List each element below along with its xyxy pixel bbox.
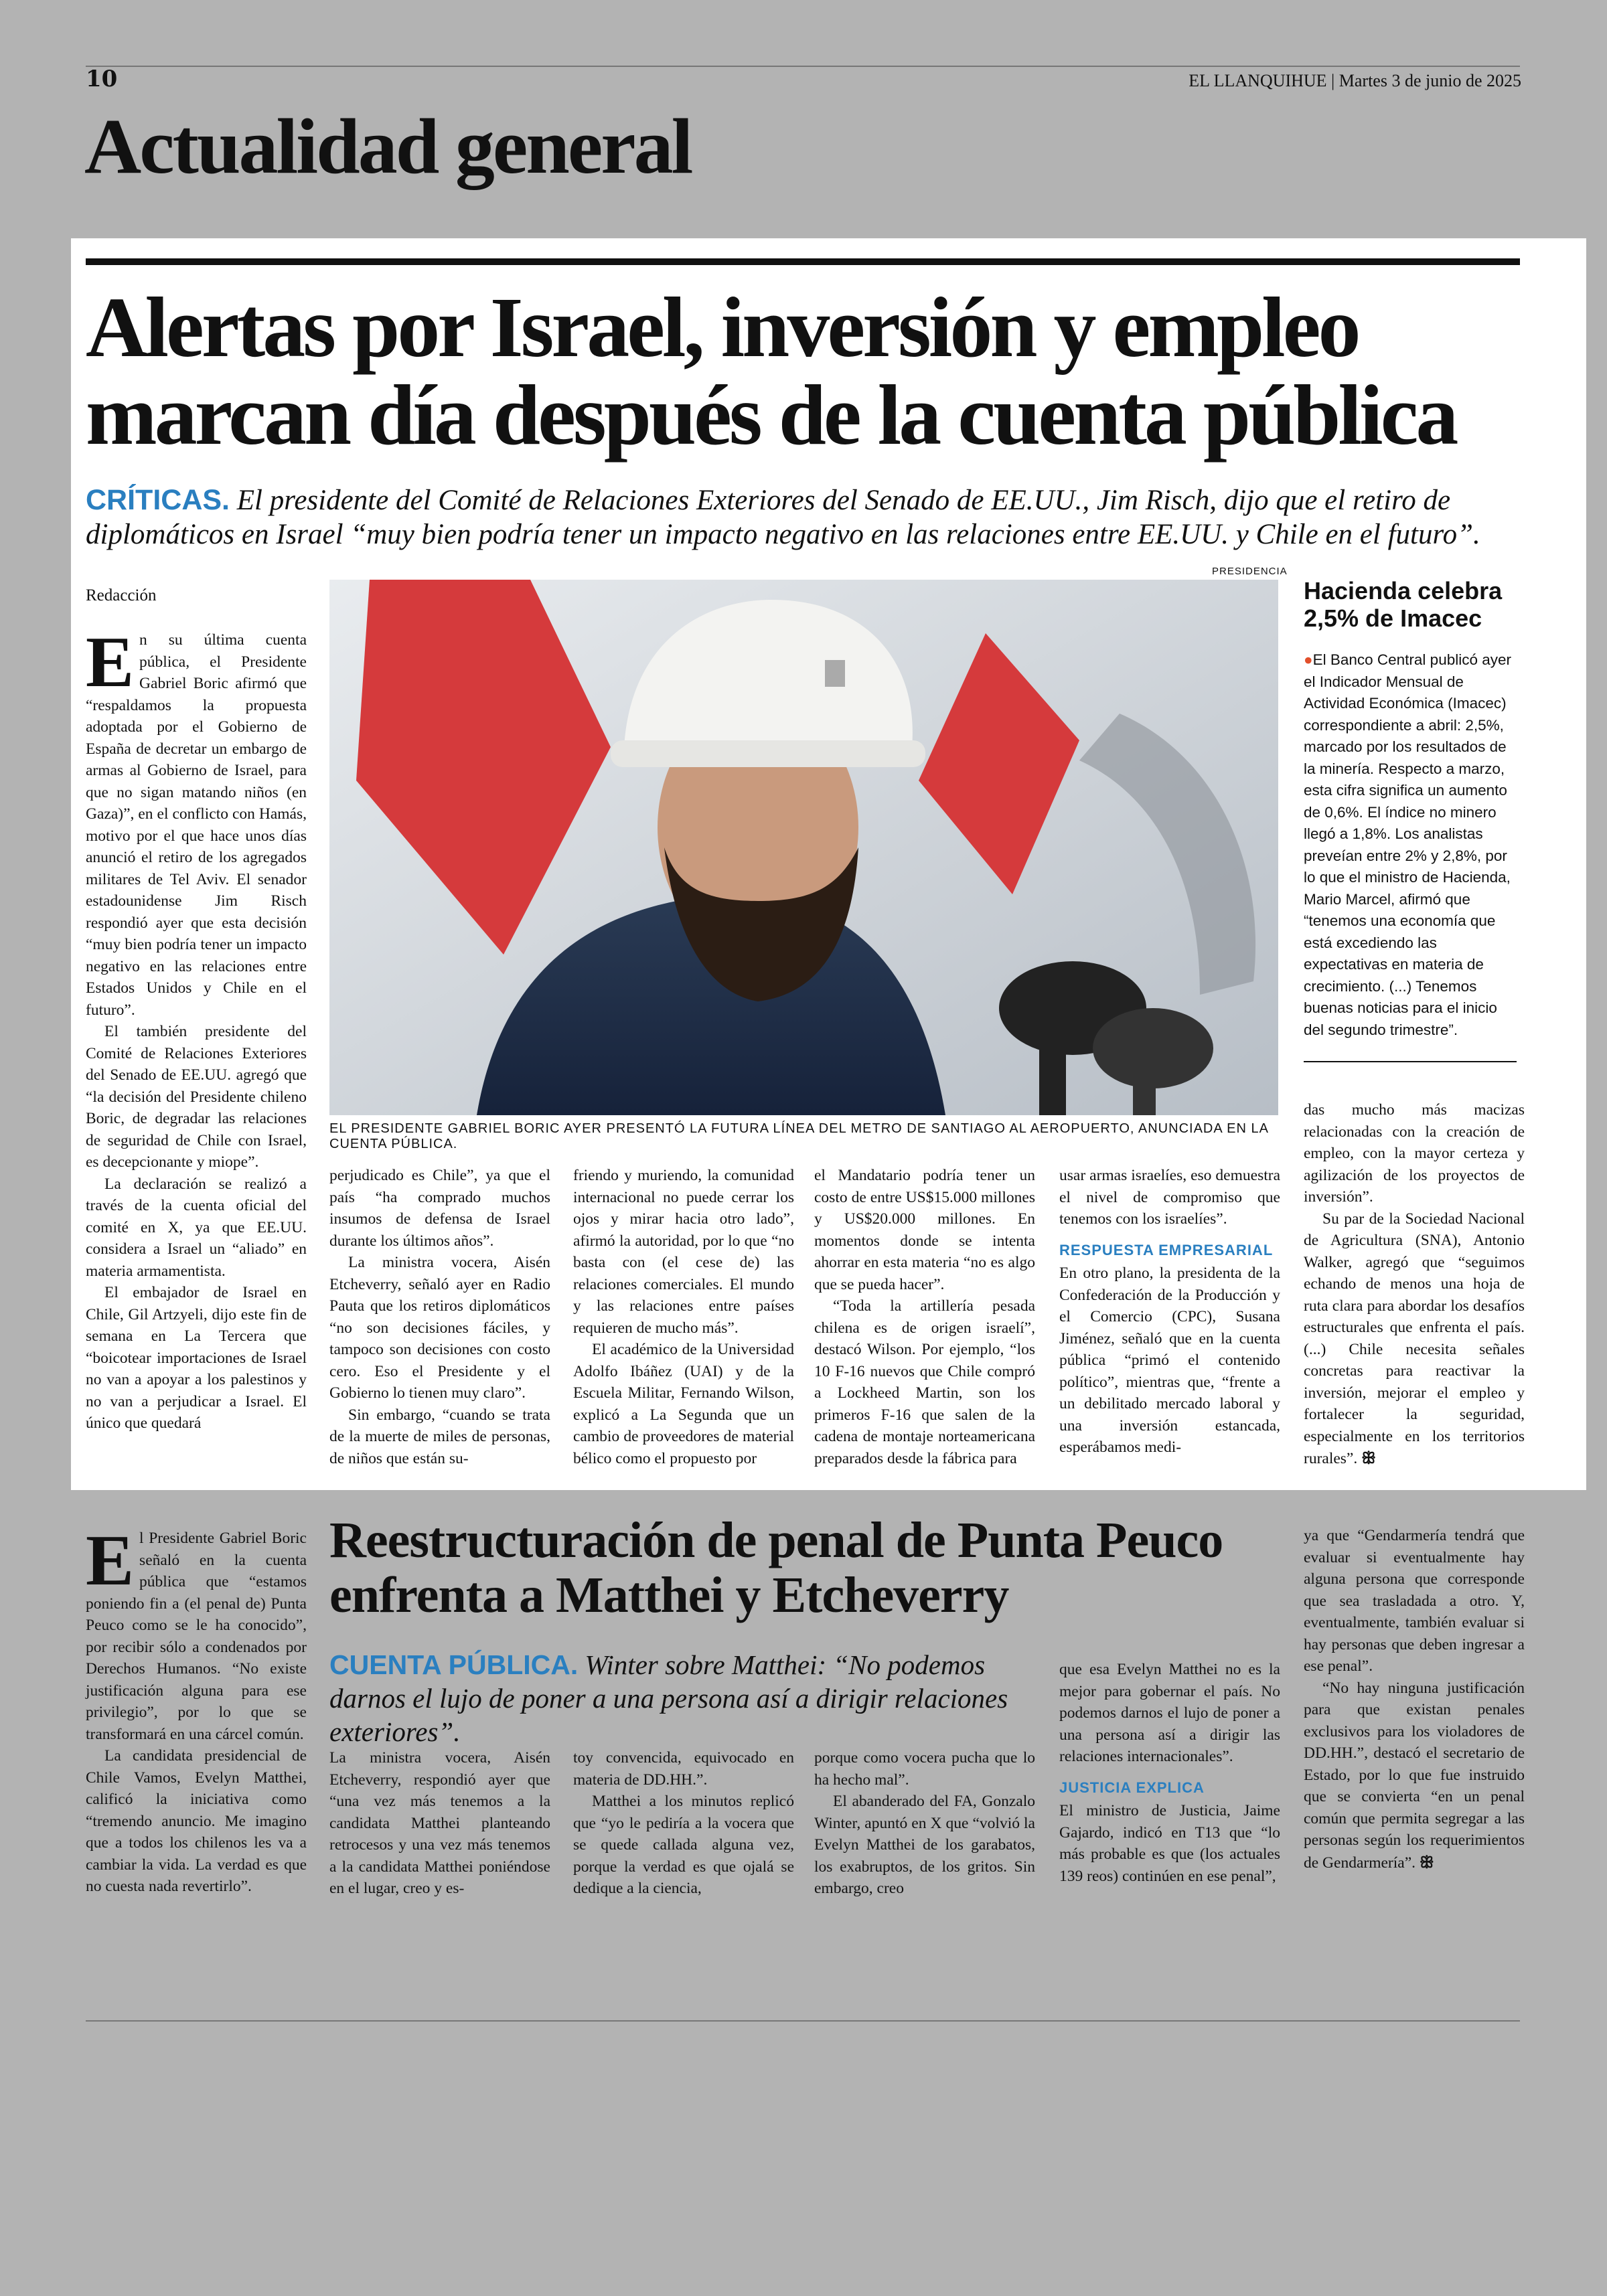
section-title: Actualidad general <box>84 102 692 190</box>
sidebar-rule <box>1304 1061 1517 1062</box>
paragraph-text: Su par de la Sociedad Nacional de Agricultura (SNA), Antonio Walker, agregó que “seguimos echando de menos una hoja de ruta clara para abordar los desafíos estructurales que enfrenta el país. (...) Chile necesita señales concretas para reactivar la inversión, mejorar el empleo y fortalecer la seguridad, especialmente en los territorios rurales”. <box>1304 1210 1525 1467</box>
paragraph: Matthei a los minutos replicó que “yo le pediría a la vocera que se quede callada alguna vez, porque la verdad es que ojalá se dedique a la ciencia, <box>573 1793 794 1897</box>
byline: Redacción <box>86 586 157 604</box>
paragraph: que esa Evelyn Matthei no es la mejor para gobernar el país. No podemos darnos el lujo de poner a una persona así a dirigir las relaciones internacionales”. <box>1059 1661 1280 1765</box>
subhead: RESPUESTA EMPRESARIAL <box>1059 1241 1274 1258</box>
paragraph: Sin embargo, “cuando se trata de la muerte de miles de personas, de niños que están su- <box>329 1406 550 1467</box>
article1-column-3 <box>573 1165 794 1469</box>
paragraph: ya que “Gendarmería tendrá que evaluar si eventualmente hay alguna persona que corresponde que sea trasladada a otro. Y, eventualmente, también evaluar si hay personas que deben ingresar a ese penal”. <box>1304 1527 1525 1675</box>
article2-column-5 <box>1059 1659 1280 1887</box>
deck-text: Winter sobre Matthei: “No podemos darnos el lujo de poner a una persona así a dirigir relaciones exteriores”. <box>329 1649 1008 1748</box>
sidebar-title: Hacienda celebra 2,5% de Imacec <box>1304 577 1503 633</box>
paragraph: usar armas israelíes, eso demuestra el nivel de compromiso que tenemos con los israelíes”. <box>1059 1167 1280 1228</box>
paragraph: porque como vocera pucha que lo ha hecho mal”. <box>814 1749 1035 1789</box>
sidebar-body <box>1304 649 1517 1041</box>
dropcap: E <box>86 1521 135 1601</box>
paragraph: La declaración se realizó a través de la cuenta oficial del comité en X, ya que EE.UU. considera a Israel un “aliado” en materia armamentista. <box>86 1175 307 1280</box>
article2-column-6 <box>1304 1525 1525 1874</box>
main-headline: Alertas por Israel, inversión y empleo marcan día después de la cuenta pública <box>86 280 1456 463</box>
deck-kicker: CRÍTICAS. <box>86 484 230 516</box>
masthead: EL LLANQUIHUE | Martes 3 de junio de 2025 <box>1189 71 1521 90</box>
paragraph: El académico de la Universidad Adolfo Ibáñez (UAI) y de la Escuela Militar, Fernando Wilson, explicó a La Segunda que un cambio de proveedores de material bélico como el propuesto por <box>573 1341 794 1467</box>
paragraph <box>1304 1677 1525 1874</box>
photo-illustration <box>329 580 1278 1115</box>
paragraph-text: “No hay ninguna justificación para que existan penales exclusivos para los violadores de DD.HH.”, destacó el secretario de Estado, por lo que fue instruido que se convierta “en un penal común que permita segregar a las personas según los requerimientos de Gendarmería”. <box>1304 1679 1525 1872</box>
article1-column-4 <box>814 1165 1035 1469</box>
article1-column-1 <box>86 623 307 1434</box>
article2-column-4 <box>814 1747 1035 1900</box>
paragraph <box>1304 1208 1525 1470</box>
paragraph: La ministra vocera, Aisén Etcheverry, respondió ayer que “una vez más tenemos a la candidata Matthei planteando retrocesos y una vez más tenemos a la candidata Matthei poniéndose en el lugar, creo y es- <box>329 1749 550 1897</box>
paragraph: toy convencida, equivocado en materia de DD.HH.”. <box>573 1749 794 1789</box>
article1-column-5 <box>1059 1165 1280 1459</box>
paragraph: La candidata presidencial de Chile Vamos, Evelyn Matthei, calificó la iniciativa como “tremendo anuncio. Me imagino que a todos los chilenos les va a cambiar la vida. La verdad es que no cuesta nada revertirlo”. <box>86 1747 307 1895</box>
deck-text: El presidente del Comité de Relaciones Exteriores del Senado de EE.UU., Jim Risch, dijo que el retiro de diplomáticos en Israel “muy bien podría tener un impacto negativo en las relaciones entre EE.UU. y Chile en el futuro”. <box>86 485 1480 550</box>
footer-rule <box>86 2020 1520 2022</box>
photo-caption: EL PRESIDENTE GABRIEL BORIC AYER PRESENTÓ LA FUTURA LÍNEA DEL METRO DE SANTIAGO AL AEROPUERTO, ANUNCIADA EN LA CUENTA PÚBLICA. <box>329 1121 1268 1151</box>
paragraph: das mucho más macizas relacionadas con la creación de empleo, con la mayor certeza y agilización de los proyectos de inversión”. <box>1304 1101 1525 1206</box>
article1-column-6 <box>1304 1099 1525 1470</box>
president-photo <box>329 580 1278 1115</box>
paragraph: n su última cuenta pública, el Presidente Gabriel Boric afirmó que “respaldamos la propuesta adoptada por el Gobierno de España de decretar un embargo de armas al Gobierno de Israel, para que no sigan matando niños (en Gaza)”, en el conflicto con Hamás, motivo por el que hace unos días anunció el retiro de los agregados militares de Tel Aviv. El senador estadounidense Jim Risch respondió ayer que esta decisión “muy bien podría tener un impacto negativo en las relaciones entre Estados Unidos y Chile en el futuro”. <box>86 631 307 1019</box>
end-mark: ꕥ <box>1361 1449 1376 1467</box>
headline-top-bar <box>86 258 1520 265</box>
paragraph: el Mandatario podría tener un costo de entre US$15.000 millones y US$20.000 millones. En momentos donde se intenta ahorrar en esta materia “no es algo que se pueda hacer”. <box>814 1167 1035 1293</box>
paragraph: El también presidente del Comité de Relaciones Exteriores del Senado de EE.UU. agregó que “la decisión del Presidente chileno Boric, de degradar las relaciones de seguridad de Chile con Israel, es decepcionante y miope”. <box>86 1023 307 1171</box>
paragraph: El embajador de Israel en Chile, Gil Artzyeli, dijo este fin de semana en La Tercera que “boicotear importaciones de Israel no van a apoyar a los palestinos y no van a perjudicar a Israel. El único que quedará <box>86 1284 307 1432</box>
deck-kicker: CUENTA PÚBLICA. <box>329 1649 579 1680</box>
paragraph: perjudicado es Chile”, ya que el país “ha comprado muchos insumos de defensa de Israel durante los últimos años”. <box>329 1167 550 1250</box>
photo-credit: PRESIDENCIA <box>1212 566 1288 577</box>
sidebar-text: El Banco Central publicó ayer el Indicador Mensual de Actividad Económica (Imacec) correspondiente a abril: 2,5%, marcado por los resultados de la minería. Respecto a marzo, esta cifra significa un aumento de 0,6%. El índice no minero llegó a 1,8%. Los analistas preveían entre 2% y 2,8%, por lo que el ministro de Hacienda, Mario Marcel, afirmó que “tenemos una economía que está excediendo las expectativas en materia de crecimiento. (...) Tenemos buenas noticias para el inicio del segundo trimestre”. <box>1304 651 1512 1038</box>
bullet-icon: ● <box>1304 651 1313 668</box>
second-deck <box>329 1648 1059 1748</box>
header-rule <box>86 66 1520 67</box>
paragraph: “Toda la artillería pesada chilena es de origen israelí”, destacó Wilson. Por ejemplo, “los 10 F-16 nuevos que Chile compró a Lockheed Martin, son los primeros F-16 que salen de la cadena de montaje norteamericana preparados desde la fábrica para <box>814 1297 1035 1467</box>
article1-column-2 <box>329 1165 550 1469</box>
paragraph: l Presidente Gabriel Boric señaló en la cuenta pública que “estamos poniendo fin a (el penal de) Punta Peuco como se le ha conocido”, por recibir sólo a condenados por Derechos Humanos. “No existe justificación alguna para ese privilegio”, por lo que se transformará en una cárcel común. <box>86 1530 307 1743</box>
paragraph: El abanderado del FA, Gonzalo Winter, apuntó en X que “volvió la Evelyn Matthei de los garabatos, los exabruptos, de los gritos. Sin embargo, creo <box>814 1793 1035 1897</box>
second-headline: Reestructuración de penal de Punta Peuco enfrenta a Matthei y Etcheverry <box>329 1512 1223 1624</box>
page-number: 10 <box>86 66 118 92</box>
paragraph: La ministra vocera, Aisén Etcheverry, señaló ayer en Radio Pauta que los retiros diplomáticos “no son decisiones fáciles, y tampoco son decisiones con costo cero. Eso el Presidente y el Gobierno lo tienen muy claro”. <box>329 1254 550 1402</box>
subhead: JUSTICIA EXPLICA <box>1059 1779 1205 1796</box>
article2-column-3 <box>573 1747 794 1900</box>
end-mark: ꕥ <box>1419 1852 1434 1872</box>
paragraph: El ministro de Justicia, Jaime Gajardo, indicó en T13 que “lo más probable es que (los actuales 139 reos) continúen en ese penal”, <box>1059 1802 1280 1885</box>
article2-column-1 <box>86 1521 307 1898</box>
main-deck <box>86 483 1525 552</box>
dropcap: E <box>86 623 135 702</box>
paragraph: friendo y muriendo, la comunidad internacional no puede cerrar los ojos y mirar hacia otro lado”, afirmó la autoridad, por lo que “no basta con (el cese de) las relaciones comerciales. El mundo y las relaciones entre países requieren de mucho más”. <box>573 1167 794 1337</box>
article2-column-2 <box>329 1747 550 1900</box>
paragraph: En otro plano, la presidenta de la Confederación de la Producción y el Comercio (CPC), Susana Jiménez, señaló que en la cuenta pública “primó el contenido político”, mientras que, “frente a un debilitado mercado laboral y una inversión estancada, esperábamos medi- <box>1059 1264 1280 1456</box>
